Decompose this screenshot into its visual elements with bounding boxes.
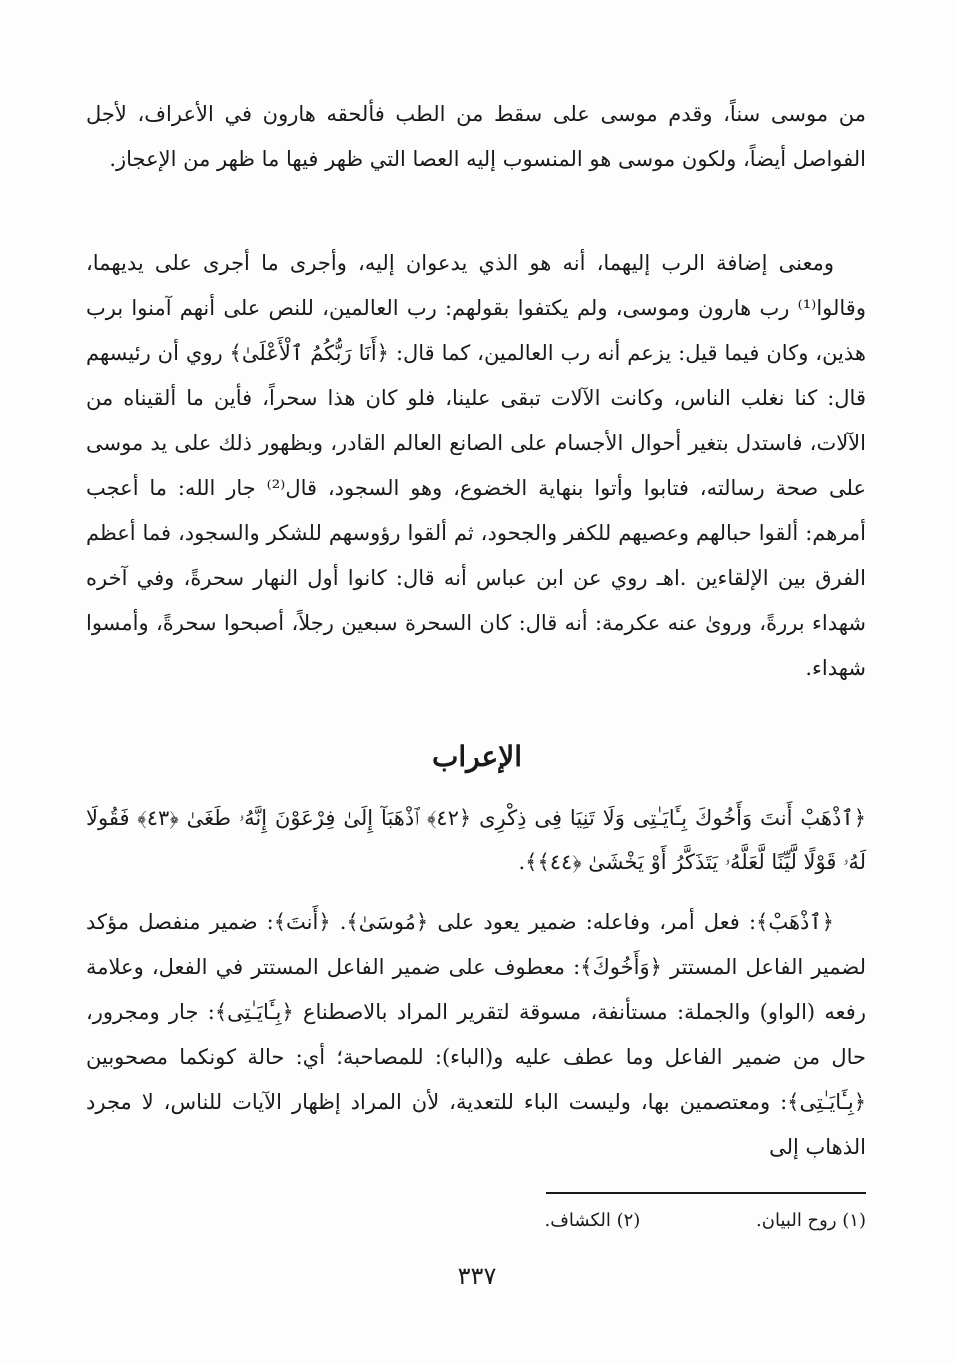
quran-verse-block [86,796,866,884]
paragraph-text: من موسى سناً، وقدم موسى على سقط من الطب فألحقه هارون في الأعراف، لأجل الفواصل أيضاً، ولكون موسى هو المنسوب إليه العصا التي ظهر فيها ما ظهر من الإعجاز. [86,102,866,171]
section-heading: الإعراب [431,740,523,773]
body-paragraph-2 [86,241,866,691]
paragraph-text: ﴿ٱذْهَبْ﴾: فعل أمر، وفاعله: ضمير يعود على ﴿مُوسَىٰ﴾. ﴿أَنتَ﴾: ضمير منفصل مؤكد لضمير الفاعل المستتر ﴿وَأَخُوكَ﴾: معطوف على ضمير الفاعل المستتر في الفعل، وعلامة رفعه (الواو) والجملة: مستأنفة، مسوقة لتقرير المراد بالاصطناع ﴿بِـَٔايَـٰتِى﴾: جار ومجرور، حال من ضمير الفاعل وما عطف عليه و(الباء): للمصاحبة؛ أي: حالة كونكما مصحوبين ﴿بِـَٔايَـٰتِى﴾: ومعتصمين بها، وليست الباء للتعدية، لأن المراد إظهار الآيات للناس، لا مجرد الذهاب إلى [86,910,866,1159]
page-number: ٣٣٧ [457,1262,497,1290]
footnote-1: (١) روح البيان. [756,1210,866,1231]
footnotes [86,1206,866,1236]
body-paragraph-1 [86,92,866,182]
footnote-divider [546,1192,866,1194]
verse-text: ﴿ٱذْهَبْ أَنتَ وَأَخُوكَ بِـَٔايَـٰتِى وَلَا تَنِيَا فِى ذِكْرِى ﴿٤٢﴾ ٱذْهَبَآ إِلَىٰ فِرْعَوْنَ إِنَّهُۥ طَغَىٰ ﴿٤٣﴾ فَقُولَا لَهُۥ قَوْلًا لَّيِّنًا لَّعَلَّهُۥ يَتَذَكَّرُ أَوْ يَخْشَىٰ ﴿٤٤﴾﴾. [86,806,867,874]
paragraph-text: ومعنى إضافة الرب إليهما، أنه هو الذي يدعوان إليه، وأجرى ما أجرى على يديهما، وقالوا⁽¹⁾ رب هارون وموسى، ولم يكتفوا بقولهم: رب العالمين، للنص على أنهم آمنوا برب هذين، وكان فيما قيل: يزعم أنه رب العالمين، كما قال: ﴿أَنَا رَبُّكُمُ ٱلْأَعْلَىٰ﴾ روي أن رئيسهم قال: كنا نغلب الناس، وكانت الآلات تبقى علينا، فلو كان هذا سحراً، فأين ما ألقيناه من الآلات، فاستدل بتغير أحوال الأجسام على الصانع العالم القادر، وبظهور ذلك على يد موسى على صحة رسالته، فتابوا وأتوا بنهاية الخضوع، وهو السجود، قال⁽²⁾ جار الله: ما أعجب أمرهم: ألقوا حبالهم وعصيهم للكفر والجحود، ثم ألقوا رؤوسهم للشكر والسجود، فما أعظم الفرق بين الإلقاءين .اهـ روي عن ابن عباس أنه قال: كانوا أول النهار سحرةً، وفي آخره شهداء بررةً، وروىٰ عنه عكرمة: أنه قال: كان السحرة سبعين رجلاً، أصبحوا سحرةً، وأمسوا شهداء. [86,251,867,680]
grammar-analysis-paragraph [86,900,866,1170]
footnote-2: (٢) الكشاف. [544,1210,641,1231]
